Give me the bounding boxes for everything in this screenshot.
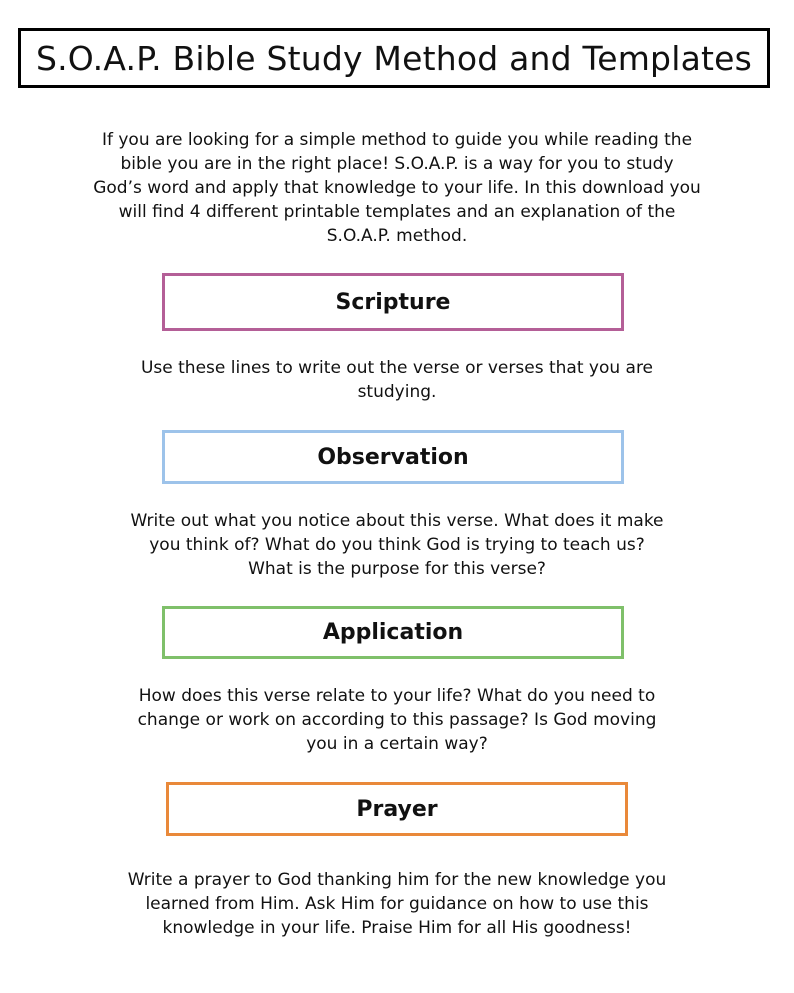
description-line: Use these lines to write out the verse or verses that you are: [140, 358, 654, 378]
description-line: learned from Him. Ask Him for guidance on how to use this: [145, 894, 649, 914]
observation-heading: Observation: [317, 444, 469, 470]
prayer-heading-box: [166, 782, 628, 836]
application-heading: Application: [322, 620, 464, 645]
description-line: Write a prayer to God thanking him for the new knowledge you: [127, 870, 667, 890]
intro-line: If you are looking for a simple method to guide you while reading the: [101, 130, 693, 150]
scripture-description: [0, 356, 794, 404]
description-line: How does this verse relate to your life? What do you need to: [138, 686, 656, 706]
intro-line: will find 4 different printable templates and an explanation of the: [118, 202, 676, 222]
prayer-description: [0, 868, 794, 940]
intro-line: S.O.A.P. method.: [326, 226, 468, 246]
description-line: studying.: [357, 382, 437, 402]
description-line: What is the purpose for this verse?: [248, 559, 546, 579]
title-box: [18, 28, 770, 88]
description-line: you think of? What do you think God is trying to teach us?: [149, 535, 645, 555]
description-line: you in a certain way?: [306, 734, 488, 754]
page-title: S.O.A.P. Bible Study Method and Templates: [35, 38, 753, 78]
intro-line: bible you are in the right place! S.O.A.P. is a way for you to study: [120, 154, 674, 174]
application-heading-box: [162, 606, 624, 659]
intro-line: God’s word and apply that knowledge to your life. In this download you: [93, 178, 701, 198]
observation-heading-box: [162, 430, 624, 484]
description-line: knowledge in your life. Praise Him for all His goodness!: [162, 918, 632, 938]
observation-description: [0, 509, 794, 581]
application-description: [0, 684, 794, 756]
prayer-heading: Prayer: [356, 796, 438, 822]
description-line: Write out what you notice about this verse. What does it make: [130, 511, 664, 531]
intro-paragraph: [0, 128, 794, 248]
scripture-heading: Scripture: [335, 289, 451, 315]
description-line: change or work on according to this passage? Is God moving: [137, 710, 657, 730]
scripture-heading-box: [162, 273, 624, 331]
